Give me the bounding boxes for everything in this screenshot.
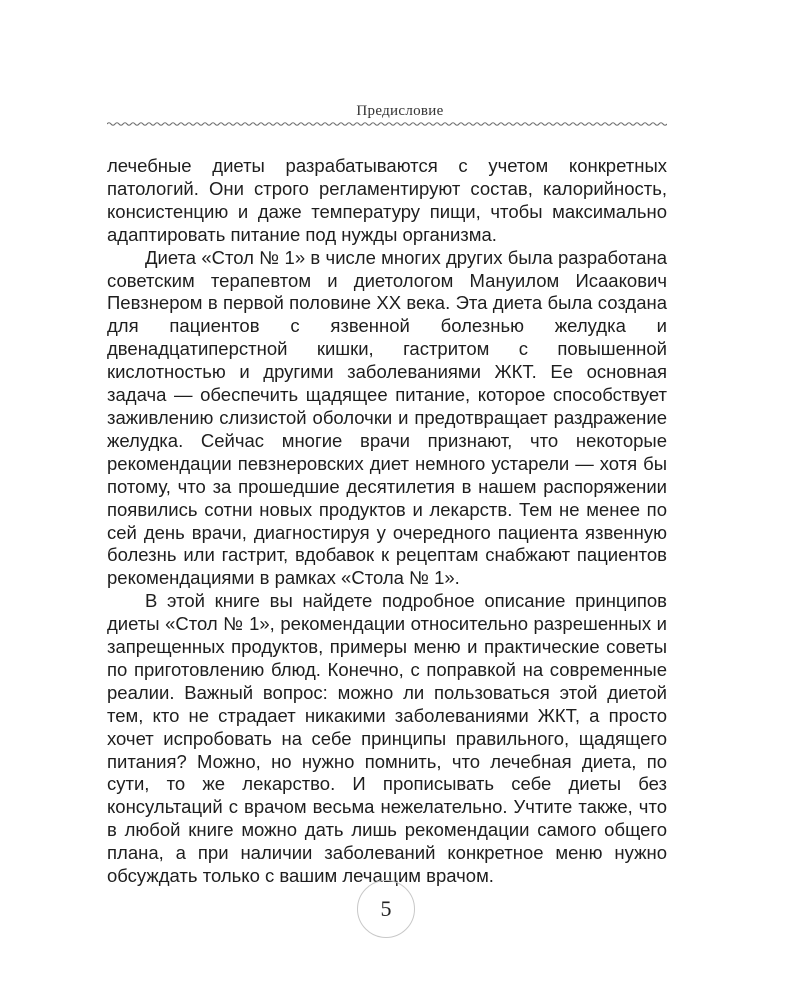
body-text — [107, 155, 667, 888]
paragraph-1: лечебные диеты разрабатываются с учетом конкретных патологий. Они строго регламентируют состав, калорийность, консистенцию и даже температуру пищи, чтобы максимально адаптировать питание под нужды организма. — [107, 155, 667, 245]
paragraph-2: Диета «Стол № 1» в числе многих других была разработана советским терапевтом и диетологом Мануилом Исаакович Певзнером в первой половине XX века. Эта диета была создана для пациентов с язвенной болезнью желудка и двенадцатиперстной кишки, гастритом с повышенной кислотностью и другими заболеваниями ЖКТ. Ее основная задача — обеспечить щадящее питание, которое способствует заживлению слизистой оболочки и предотвращает раздражение желудка. Сейчас многие врачи признают, что некоторые рекомендации певзнеровских диет немного устарели — хотя бы потому, что за прошедшие десятилетия в нашем распоряжении появились сотни новых продуктов и лекарств. Тем не менее по сей день врачи, диагностируя у очередного пациента язвенную болезнь или гастрит, вдобавок к рецептам снабжают пациентов рекомендациями в рамках «Стола № 1». — [107, 246, 667, 589]
page-number: 5 — [380, 896, 392, 921]
paragraph-3: В этой книге вы найдете подробное описание принципов диеты «Стол № 1», рекомендации относительно разрешенных и запрещенных продуктов, примеры меню и практические советы по приготовлению блюд. Конечно, с поправкой на современные реалии. Важный вопрос: можно ли пользоваться этой диетой тем, кто не страдает никакими заболеваниями ЖКТ, а просто хочет испробовать на себе принципы правильного, щадящего питания? Можно, но нужно помнить, что лечебная диета, по сути, то же лекарство. И прописывать себе диеты без консультаций с врачом весьма нежелательно. Учтите также, что в любой книге можно дать лишь рекомендации самого общего плана, а при наличии заболеваний конкретное меню нужно обсуждать только с вашим лечащим врачом. — [107, 590, 667, 887]
page-number-circle — [357, 880, 415, 938]
wavy-rule-divider — [107, 120, 667, 128]
running-head: Предисловие — [356, 103, 444, 119]
